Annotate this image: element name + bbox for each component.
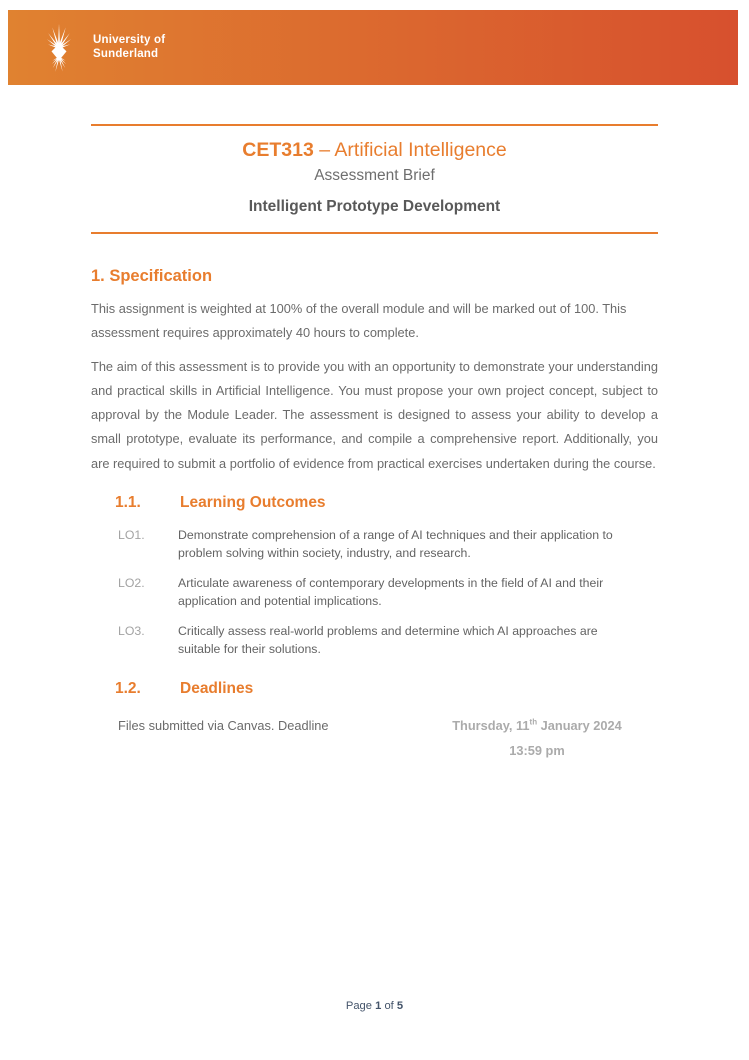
document-subtitle: Assessment Brief [314,167,435,184]
subsection-title: Learning Outcomes [180,494,326,512]
footer-total-pages: 5 [396,1000,404,1012]
learning-outcomes-list [91,527,658,658]
subsection-heading-learning-outcomes [91,493,658,512]
list-item [118,527,658,562]
deadline-date: Thursday, 11th January 2024 [452,717,622,734]
university-name-line2: Sunderland [93,47,159,60]
footer-page-word: Page [345,1000,372,1012]
learning-outcome-text: Demonstrate comprehension of a range of AI techniques and their application to problem solving within society, industry, and research. [178,528,613,560]
module-code: CET313 [242,139,314,161]
learning-outcome-text: Critically assess real-world problems and determine which AI approaches are suitable for their solutions. [178,624,598,656]
learning-outcome-label: LO2. [118,576,145,591]
subsection-title: Deadlines [180,680,254,698]
learning-outcome-label: LO3. [118,624,145,639]
module-title [91,139,658,162]
module-name: – Artificial Intelligence [313,139,507,161]
list-item [118,575,658,610]
subsection-number: 1.1. [115,494,141,512]
footer-page-number: 1 [375,1000,382,1012]
learning-outcome-label: LO1. [118,528,145,543]
list-item [118,623,658,658]
footer-of-word: of [384,1000,394,1012]
university-name-line1: University of [93,34,166,46]
specification-paragraph-2: The aim of this assessment is to provide you with an opportunity to demonstrate your understanding and practical skills in Artificial Intelligence. You must propose your own project concept, subject to approval by the Module Leader. The assessment is designed to assess your ability to develop a small prototype, evaluate its performance, and compile a comprehensive report. Additionally, you are required to submit a portfolio of evidence from practical exercises undertaken during the course. [91,358,658,471]
document-content [91,0,658,763]
divider-bottom [91,232,658,234]
deadline-row [91,714,658,763]
specification-paragraph-1: This assignment is weighted at 100% of the overall module and will be marked out of 100. This assessment requires approximately 40 hours to complete. [91,301,627,341]
page-footer [0,999,749,1013]
learning-outcome-text: Articulate awareness of contemporary developments in the field of AI and their application and potential implications. [178,576,604,608]
section-heading-specification: 1. Specification [91,267,213,285]
deadline-time: 13:59 pm [509,742,565,758]
deadline-label: Files submitted via Canvas. Deadline [118,718,329,734]
ordinal-superscript: th [529,717,538,727]
subsection-heading-deadlines [91,679,658,698]
university-sunderland-spark-icon [34,20,84,76]
assessment-title: Intelligent Prototype Development [248,198,501,215]
divider-top [91,124,658,126]
deadline-value [416,714,658,763]
subsection-number: 1.2. [115,680,141,698]
